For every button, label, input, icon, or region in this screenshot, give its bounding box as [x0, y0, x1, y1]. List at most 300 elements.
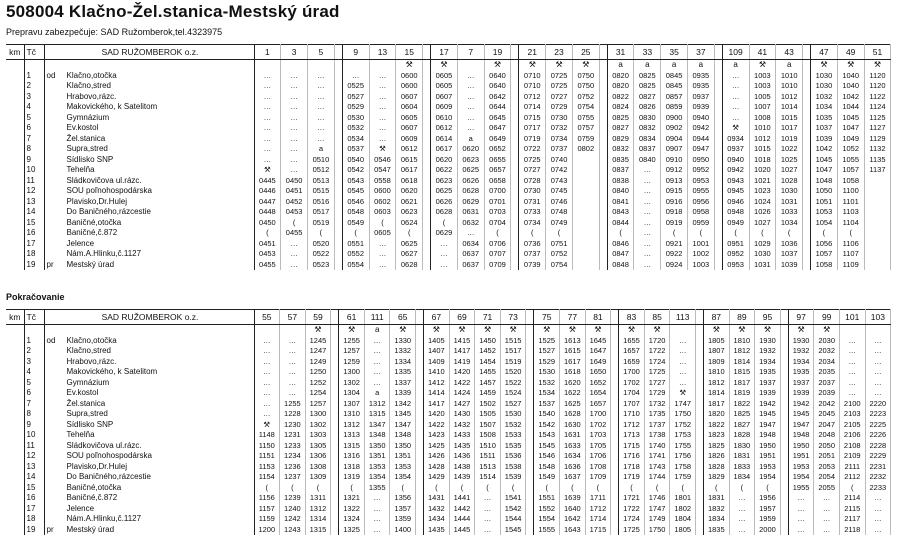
- departure-time: 1039: [811, 134, 838, 145]
- departure-time: [611, 483, 619, 494]
- departure-time: [696, 378, 704, 389]
- departure-time: 0703: [484, 207, 511, 218]
- departure-time: 1744: [644, 472, 670, 483]
- departure-time: [331, 378, 339, 389]
- departure-time: 1255: [339, 336, 365, 347]
- departure-time: 1827: [729, 420, 755, 431]
- departure-time: 1930: [755, 336, 781, 347]
- departure-time: …: [281, 123, 308, 134]
- departure-time: 1045: [811, 155, 838, 166]
- departure-time: 1737: [644, 420, 670, 431]
- departure-time: [572, 165, 599, 176]
- departure-time: 1305: [305, 441, 331, 452]
- trip-number: 19: [484, 45, 511, 60]
- trip-symbol: a: [661, 60, 688, 71]
- stop-number: 14: [24, 472, 44, 483]
- departure-time: 1424: [449, 388, 475, 399]
- departure-time: 0623: [396, 207, 423, 218]
- departure-time: 0825: [607, 113, 634, 124]
- departure-time: 1230: [280, 420, 306, 431]
- departure-time: 1306: [305, 451, 331, 462]
- departure-time: 0451: [281, 186, 308, 197]
- departure-time: a: [457, 134, 484, 145]
- station-label: Do Baničného,rázcestie: [66, 207, 151, 216]
- departure-time: 1434: [424, 514, 450, 525]
- station-name: [44, 420, 254, 431]
- departure-time: [416, 493, 424, 504]
- departure-time: [331, 357, 339, 368]
- departure-time: 1255: [280, 399, 306, 410]
- trip-symbol: ⚒: [424, 325, 450, 336]
- station-name: [44, 493, 254, 504]
- departure-time: 0546: [369, 155, 396, 166]
- departure-time: 1749: [644, 514, 670, 525]
- table-row: [6, 102, 891, 113]
- departure-time: …: [457, 71, 484, 82]
- departure-time: 1947: [788, 420, 814, 431]
- station-name: [44, 399, 254, 410]
- trip-symbol: ⚒: [519, 60, 546, 71]
- departure-time: 1156: [254, 493, 280, 504]
- departure-time: 1054: [811, 218, 838, 229]
- departure-time: 2117: [839, 514, 865, 525]
- departure-time: 0715: [519, 113, 546, 124]
- departure-time: …: [475, 525, 501, 536]
- departure-time: 0617: [431, 144, 458, 155]
- departure-time: [611, 504, 619, 515]
- departure-time: (: [722, 228, 749, 239]
- departure-time: [780, 430, 788, 441]
- departure-time: [334, 92, 342, 103]
- departure-time: 1628: [560, 409, 586, 420]
- departure-time: 1008: [749, 113, 776, 124]
- departure-time: 2118: [839, 525, 865, 536]
- departure-time: 1822: [729, 399, 755, 410]
- departure-time: 1353: [390, 462, 416, 473]
- departure-time: …: [369, 113, 396, 124]
- departure-time: [696, 357, 704, 368]
- departure-time: 1444: [449, 514, 475, 525]
- departure-time: 1825: [704, 441, 730, 452]
- departure-time: 1412: [424, 378, 450, 389]
- km-value: [6, 81, 24, 92]
- departure-time: [423, 71, 431, 82]
- departure-time: 1101: [837, 197, 864, 208]
- departure-time: 1237: [280, 472, 306, 483]
- departure-time: 1700: [585, 409, 611, 420]
- departure-time: 1040: [837, 71, 864, 82]
- departure-time: 0448: [254, 207, 281, 218]
- departure-time: 1100: [837, 186, 864, 197]
- departure-time: [526, 420, 534, 431]
- departure-time: 2050: [814, 441, 840, 452]
- departure-time: 1532: [534, 378, 560, 389]
- station-label: Hrabovo,rázc.: [66, 356, 117, 366]
- departure-time: …: [308, 81, 335, 92]
- km-value: [6, 249, 24, 260]
- station-label: SOU poľnohospodárska: [66, 186, 152, 195]
- departure-time: 2042: [814, 399, 840, 410]
- column-gap: [334, 45, 342, 60]
- departure-time: [599, 228, 607, 239]
- departure-time: 0727: [519, 165, 546, 176]
- departure-time: [696, 462, 704, 473]
- station-label: Baničné,č.872: [66, 228, 118, 237]
- departure-time: 1409: [424, 357, 450, 368]
- departure-time: 2226: [865, 430, 891, 441]
- departure-time: 1542: [534, 420, 560, 431]
- departure-time: 0446: [254, 186, 281, 197]
- departure-time: 1420: [449, 367, 475, 378]
- station-label: Klačno,stred: [66, 346, 111, 355]
- departure-time: …: [280, 336, 306, 347]
- departure-time: [803, 218, 811, 229]
- departure-time: [611, 525, 619, 536]
- departure-time: 1435: [424, 525, 450, 536]
- departure-time: [611, 388, 619, 399]
- table-row: [6, 430, 891, 441]
- departure-time: (: [607, 228, 634, 239]
- departure-time: 1634: [560, 451, 586, 462]
- departure-time: 0841: [607, 197, 634, 208]
- departure-time: a: [308, 144, 335, 155]
- departure-time: [803, 155, 811, 166]
- trip-symbol: [280, 325, 306, 336]
- table-row: [6, 92, 891, 103]
- departure-time: [780, 472, 788, 483]
- departure-time: 1951: [755, 451, 781, 462]
- departure-time: 1822: [704, 420, 730, 431]
- km-header: km: [6, 45, 24, 60]
- departure-time: 0742: [546, 165, 573, 176]
- trip-symbol: ⚒: [431, 60, 458, 71]
- km-value: [6, 197, 24, 208]
- departure-time: 1652: [585, 378, 611, 389]
- departure-time: 0921: [661, 239, 688, 250]
- departure-time: 1835: [704, 525, 730, 536]
- departure-time: 0605: [431, 81, 458, 92]
- trip-number: 13: [369, 45, 396, 60]
- departure-time: …: [634, 186, 661, 197]
- departure-time: 0558: [369, 176, 396, 187]
- departure-time: 1956: [755, 493, 781, 504]
- departure-time: …: [281, 102, 308, 113]
- trip-symbol: ⚒: [755, 325, 781, 336]
- departure-time: [526, 472, 534, 483]
- departure-time: [526, 525, 534, 536]
- departure-time: 1003: [749, 71, 776, 82]
- departure-time: [511, 260, 519, 271]
- departure-time: 0623: [431, 176, 458, 187]
- departure-time: 0548: [342, 207, 369, 218]
- departure-time: 0915: [661, 186, 688, 197]
- departure-time: …: [634, 218, 661, 229]
- departure-time: 1650: [585, 367, 611, 378]
- departure-time: 0846: [607, 239, 634, 250]
- departure-time: 0935: [687, 71, 714, 82]
- departure-time: 1303: [305, 430, 331, 441]
- departure-time: [780, 525, 788, 536]
- departure-time: [331, 367, 339, 378]
- departure-time: 0609: [431, 102, 458, 113]
- departure-time: …: [364, 525, 390, 536]
- departure-time: …: [788, 493, 814, 504]
- km-value: [6, 176, 24, 187]
- departure-time: 1007: [749, 102, 776, 113]
- departure-time: 1342: [390, 399, 416, 410]
- departure-time: 1150: [254, 441, 280, 452]
- departure-time: …: [839, 346, 865, 357]
- departure-time: [803, 176, 811, 187]
- table-row: [6, 420, 891, 431]
- departure-time: 1048: [811, 176, 838, 187]
- departure-time: 1442: [449, 504, 475, 515]
- departure-time: …: [670, 336, 696, 347]
- departure-time: [511, 155, 519, 166]
- trip-symbol: ⚒: [560, 325, 586, 336]
- departure-time: [780, 420, 788, 431]
- departure-time: …: [364, 367, 390, 378]
- departure-time: …: [670, 367, 696, 378]
- table-row: [6, 504, 891, 515]
- km-value: [6, 472, 24, 483]
- departure-time: 1410: [424, 367, 450, 378]
- departure-time: 2047: [814, 420, 840, 431]
- stop-number: 15: [24, 218, 44, 229]
- departure-time: 0825: [634, 71, 661, 82]
- departure-time: 0542: [342, 165, 369, 176]
- departure-time: [599, 239, 607, 250]
- departure-time: [423, 144, 431, 155]
- departure-time: 0523: [308, 260, 335, 271]
- trip-number: 101: [839, 310, 865, 325]
- departure-time: [572, 260, 599, 271]
- departure-time: [511, 197, 519, 208]
- departure-time: …: [281, 71, 308, 82]
- departure-time: 1159: [254, 514, 280, 525]
- departure-time: 1032: [811, 92, 838, 103]
- trip-symbol: ⚒: [619, 325, 645, 336]
- departure-time: [331, 336, 339, 347]
- departure-time: 0752: [572, 92, 599, 103]
- departure-time: [696, 399, 704, 410]
- departure-time: 0640: [484, 71, 511, 82]
- station-name: [44, 134, 254, 145]
- departure-time: ⚒: [254, 420, 280, 431]
- timetable-continuation: [6, 309, 891, 535]
- departure-time: 1405: [424, 336, 450, 347]
- departure-time: 1950: [788, 441, 814, 452]
- departure-time: [331, 514, 339, 525]
- departure-time: …: [634, 249, 661, 260]
- departure-time: …: [364, 346, 390, 357]
- departure-time: 1304: [339, 388, 365, 399]
- trip-number: 65: [390, 310, 416, 325]
- departure-time: 0620: [431, 155, 458, 166]
- departure-time: 0545: [342, 186, 369, 197]
- stop-number: 6: [24, 123, 44, 134]
- departure-time: 0452: [281, 197, 308, 208]
- stop-number: 17: [24, 239, 44, 250]
- departure-time: …: [369, 123, 396, 134]
- departure-time: …: [369, 260, 396, 271]
- departure-time: [416, 378, 424, 389]
- departure-time: …: [308, 123, 335, 134]
- departure-time: 0820: [607, 81, 634, 92]
- table-row: [6, 514, 891, 525]
- departure-time: 0605: [369, 228, 396, 239]
- departure-time: [611, 367, 619, 378]
- departure-time: (: [670, 483, 696, 494]
- stop-number: 12: [24, 451, 44, 462]
- stop-number: 11: [24, 176, 44, 187]
- departure-time: [416, 451, 424, 462]
- departure-time: 0918: [661, 207, 688, 218]
- station-label: Žel.stanica: [66, 133, 106, 143]
- departure-time: 0739: [519, 260, 546, 271]
- departure-time: 1300: [339, 367, 365, 378]
- departure-time: 0740: [546, 155, 573, 166]
- departure-time: 0712: [519, 92, 546, 103]
- trip-number: 85: [644, 310, 670, 325]
- departure-time: 1807: [704, 346, 730, 357]
- trip-number: 103: [865, 310, 891, 325]
- departure-time: 0525: [342, 81, 369, 92]
- departure-time: 2229: [865, 451, 891, 462]
- departure-time: 0845: [661, 71, 688, 82]
- departure-time: [511, 102, 519, 113]
- trip-symbol: [714, 60, 722, 71]
- stop-number: 3: [24, 92, 44, 103]
- departure-time: …: [254, 346, 280, 357]
- table-row: [6, 260, 891, 271]
- departure-time: …: [865, 504, 891, 515]
- departure-time: 1545: [500, 525, 526, 536]
- departure-time: 2115: [839, 504, 865, 515]
- station-label: Do Baničného,rázcestie: [66, 472, 151, 481]
- departure-time: 1645: [585, 336, 611, 347]
- departure-time: 1714: [585, 514, 611, 525]
- station-name: [44, 483, 254, 494]
- departure-time: 0845: [661, 81, 688, 92]
- table-row: [6, 378, 891, 389]
- departure-time: [780, 378, 788, 389]
- departure-time: [423, 176, 431, 187]
- departure-time: 1351: [390, 451, 416, 462]
- departure-time: 1254: [305, 388, 331, 399]
- station-label: Gymnázium: [66, 112, 110, 122]
- departure-time: (: [661, 228, 688, 239]
- station-label: Sídlisko SNP: [66, 154, 114, 164]
- column-gap: [599, 45, 607, 60]
- trip-symbol: a: [607, 60, 634, 71]
- trip-symbol: [254, 325, 280, 336]
- departure-time: 1422: [424, 420, 450, 431]
- station-label: Baničné,otočka: [66, 482, 122, 492]
- departure-time: …: [814, 504, 840, 515]
- departure-time: 2108: [839, 441, 865, 452]
- departure-time: 1828: [704, 462, 730, 473]
- departure-time: 1801: [670, 493, 696, 504]
- stop-number: 8: [24, 409, 44, 420]
- departure-time: 0645: [484, 113, 511, 124]
- departure-time: 1934: [788, 357, 814, 368]
- trip-number: 43: [776, 45, 803, 60]
- departure-time: 1515: [500, 336, 526, 347]
- departure-time: 1120: [864, 81, 891, 92]
- stop-number: 6: [24, 388, 44, 399]
- departure-time: 1057: [837, 165, 864, 176]
- km-value: [6, 462, 24, 473]
- departure-time: 1932: [788, 346, 814, 357]
- departure-time: 0840: [607, 186, 634, 197]
- departure-time: [696, 514, 704, 525]
- departure-time: 1950: [755, 441, 781, 452]
- departure-time: 1545: [534, 441, 560, 452]
- departure-time: 0837: [607, 165, 634, 176]
- departure-time: 1312: [339, 420, 365, 431]
- departure-time: [803, 228, 811, 239]
- departure-time: 1017: [776, 123, 803, 134]
- departure-time: [714, 249, 722, 260]
- departure-time: [334, 249, 342, 260]
- departure-time: 1057: [811, 249, 838, 260]
- station-name: [44, 207, 254, 218]
- departure-time: [864, 249, 891, 260]
- departure-time: 0710: [519, 71, 546, 82]
- departure-time: [511, 176, 519, 187]
- departure-time: 1649: [585, 357, 611, 368]
- departure-time: 2111: [839, 462, 865, 473]
- departure-time: 1814: [729, 357, 755, 368]
- stop-number: 18: [24, 249, 44, 260]
- departure-time: 2035: [814, 367, 840, 378]
- departure-time: 0754: [572, 102, 599, 113]
- departure-time: 1010: [749, 123, 776, 134]
- trip-symbol: a: [364, 325, 390, 336]
- departure-time: (: [839, 483, 865, 494]
- departure-time: 0959: [687, 218, 714, 229]
- departure-time: 1657: [585, 399, 611, 410]
- column-gap: [696, 310, 704, 325]
- departure-time: 1826: [704, 451, 730, 462]
- departure-time: 1620: [560, 378, 586, 389]
- station-label: Sládkovičova ul.rázc.: [66, 175, 142, 185]
- departure-time: 0609: [396, 134, 423, 145]
- departure-time: …: [865, 388, 891, 399]
- departure-time: 1353: [364, 462, 390, 473]
- departure-time: …: [457, 81, 484, 92]
- departure-time: [572, 186, 599, 197]
- departure-time: 1715: [585, 525, 611, 536]
- departure-time: 1636: [560, 462, 586, 473]
- departure-time: 1519: [500, 357, 526, 368]
- departure-time: 0837: [634, 144, 661, 155]
- departure-time: 0632: [457, 218, 484, 229]
- departure-time: 0832: [634, 123, 661, 134]
- departure-time: 1514: [475, 472, 501, 483]
- departure-time: [611, 336, 619, 347]
- departure-time: [334, 71, 342, 82]
- departure-time: 0513: [308, 176, 335, 187]
- km-value: [6, 155, 24, 166]
- departure-time: 1823: [704, 430, 730, 441]
- departure-time: (: [281, 218, 308, 229]
- trip-symbol: [308, 60, 335, 71]
- departure-time: [334, 228, 342, 239]
- departure-time: [334, 144, 342, 155]
- km-header: km: [6, 310, 24, 325]
